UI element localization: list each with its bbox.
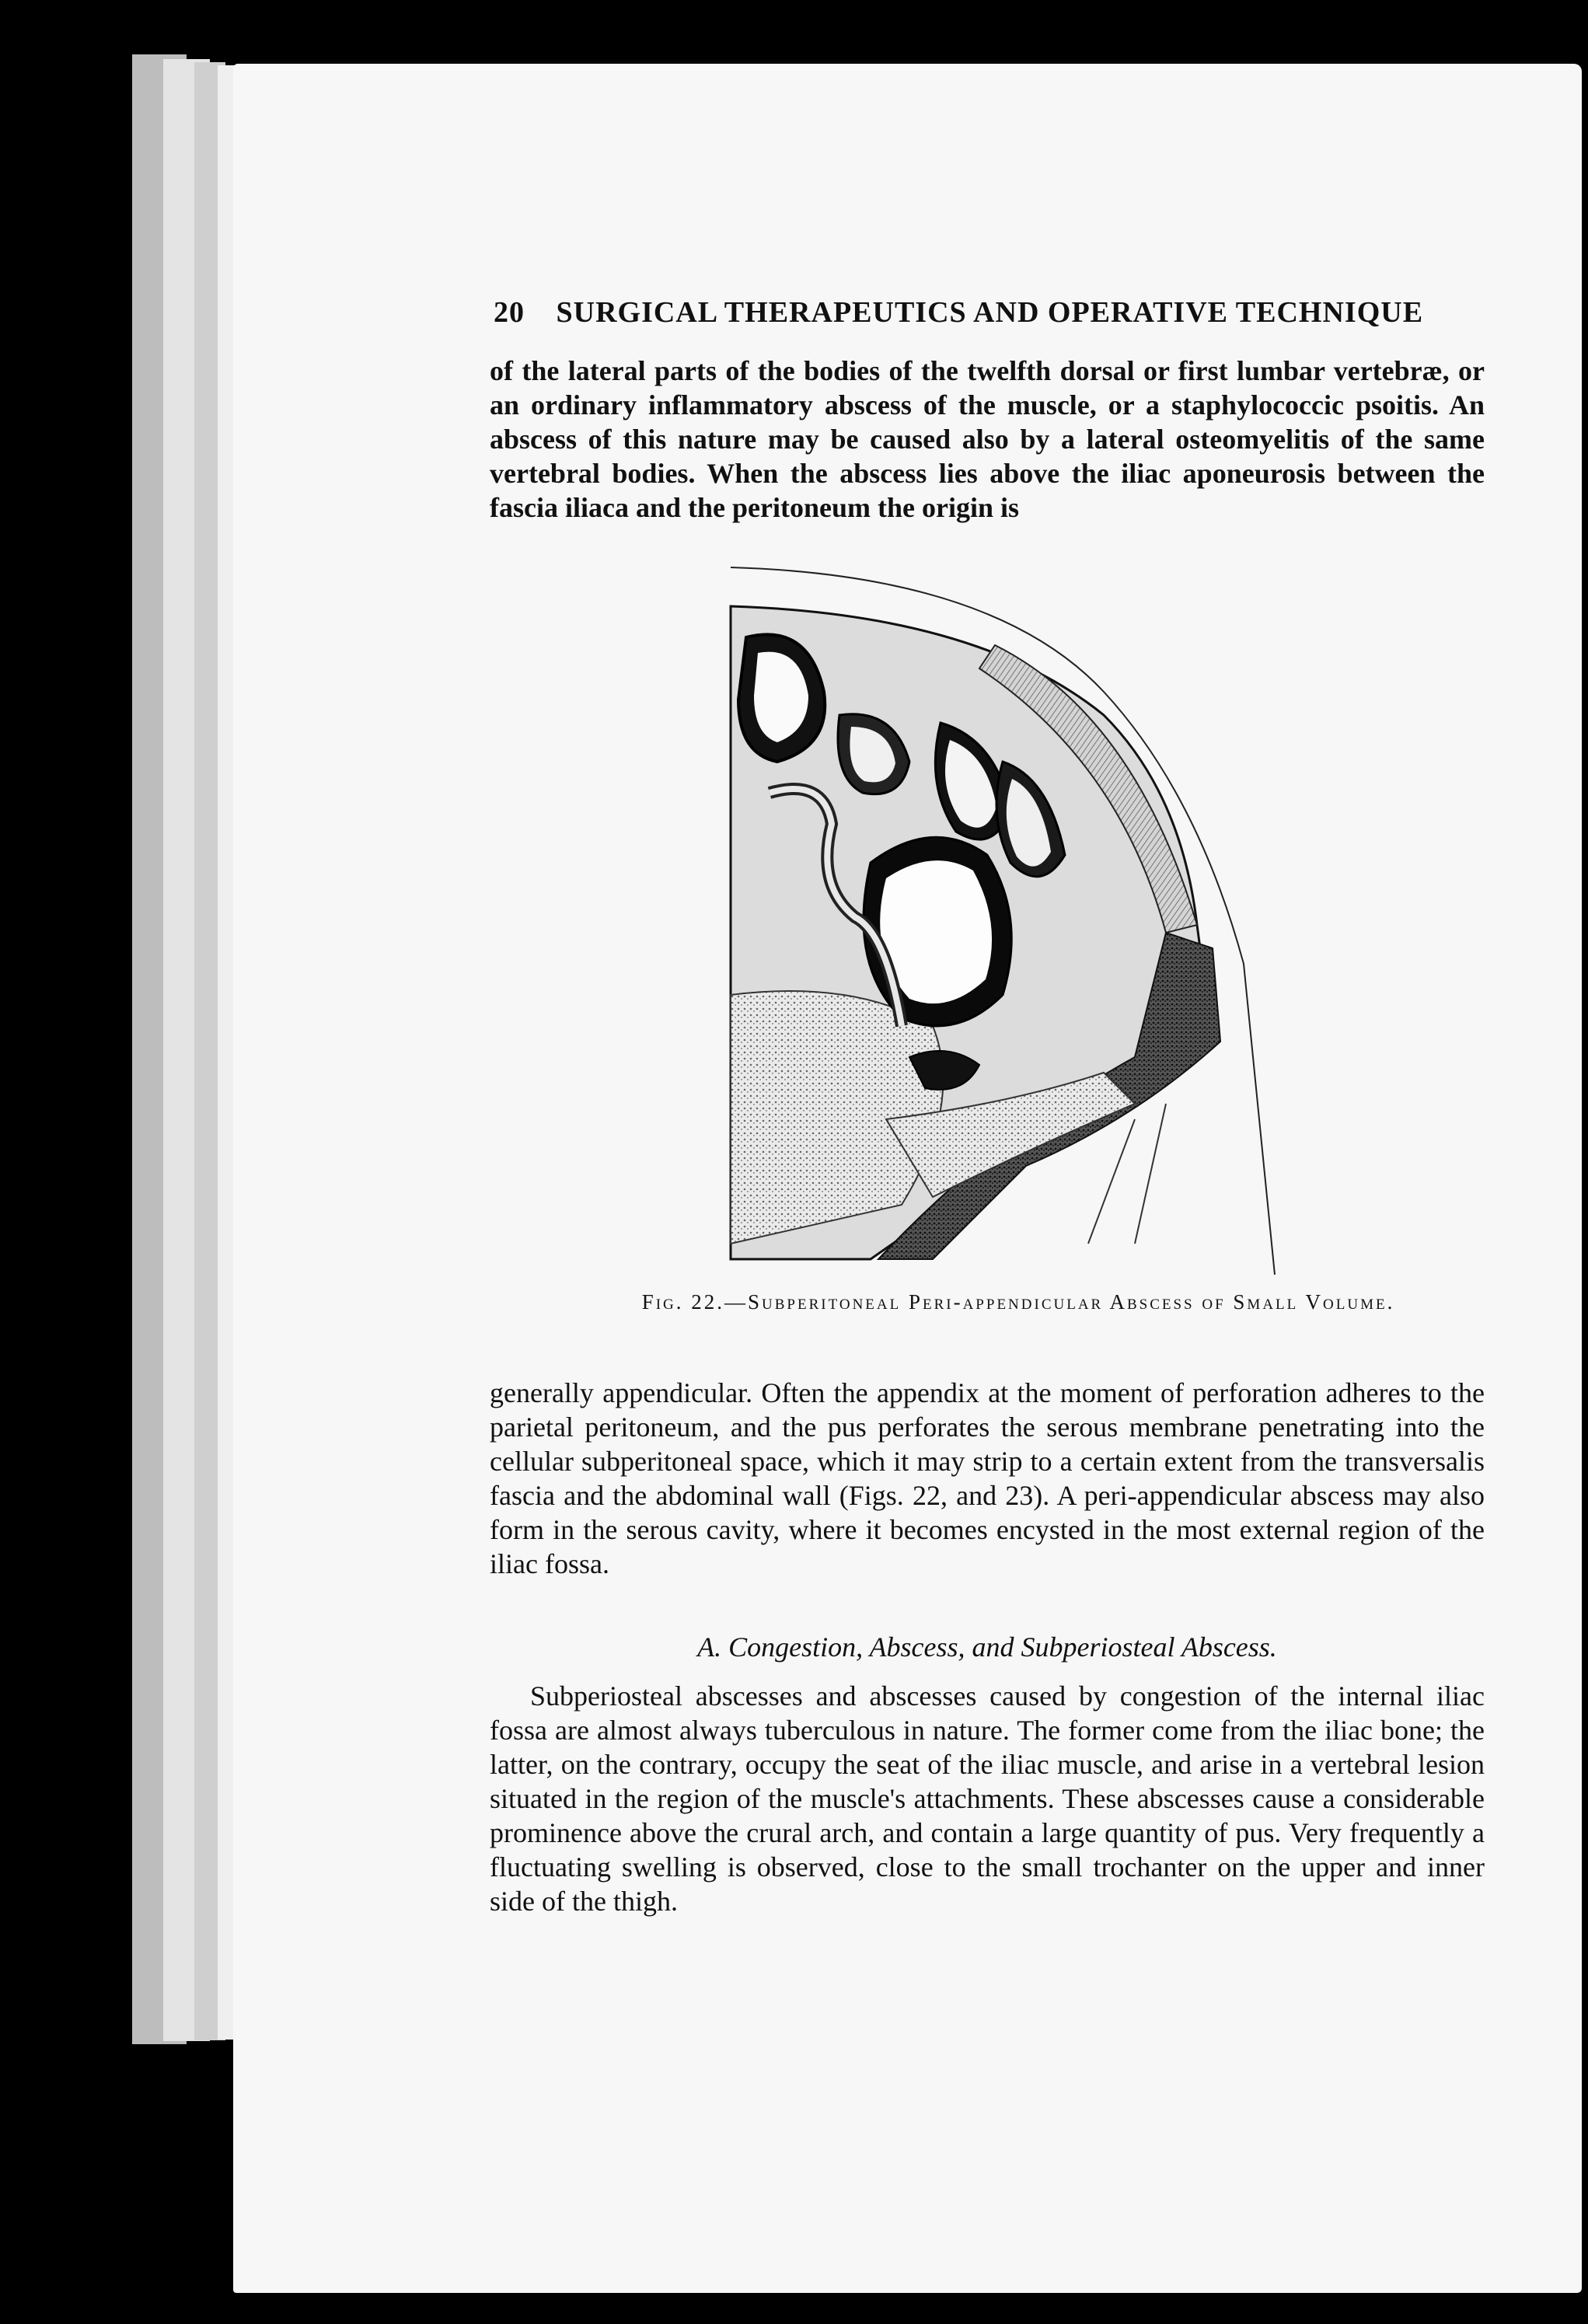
figure-caption: Fig. 22.—Subperitoneal Peri-appendicular Abscess of Small Volume.: [641, 1290, 1395, 1314]
paragraph-bottom: Subperiosteal abscesses and abscesses caused by congestion of the internal iliac fossa are almost always tuberculous in nature. The former come from the iliac bone; the latter, on the contrary, occupy the seat of the iliac muscle, and arise in a vertebral lesion situated in the region of the muscle's attachments. These abscesses cause a considerable prominence above the crural arch, and contain a large quantity of pus. Very frequently a fluctuating swelling is observed, close to the small trochanter on the upper and inner side of the thigh.: [490, 1680, 1485, 1917]
anatomical-figure: [700, 560, 1321, 1275]
running-head-title: SURGICAL THERAPEUTICS AND OPERATIVE TECHNIQUE: [556, 296, 1424, 329]
page-number: 20: [494, 296, 525, 329]
figure-illustration: [700, 560, 1321, 1275]
running-head: [494, 295, 1473, 330]
paragraph-middle: generally appendicular. Often the appendix at the moment of perforation adheres to the parietal peritoneum, and the pus perforates the serous membrane penetrating into the cellular subperitoneal space, which it may strip to a certain extent from the transversalis fascia and the abdominal wall (Figs. 22, and 23). A peri-appendicular abscess may also form in the serous cavity, where it becomes encysted in the most external region of the iliac fossa.: [490, 1377, 1485, 1579]
section-heading: A. Congestion, Abscess, and Subperiosteal Abscess.: [697, 1631, 1277, 1663]
paragraph-top: of the lateral parts of the bodies of the twelfth dorsal or first lumbar vertebræ, or an ordinary inflammatory abscess of the muscle, or a staphylococcic psoitis. An abscess of this nature may be caused also by a lateral osteomyelitis of the same vertebral bodies. When the abscess lies above the iliac aponeurosis between the fascia iliaca and the peritoneum the origin is: [490, 355, 1485, 523]
